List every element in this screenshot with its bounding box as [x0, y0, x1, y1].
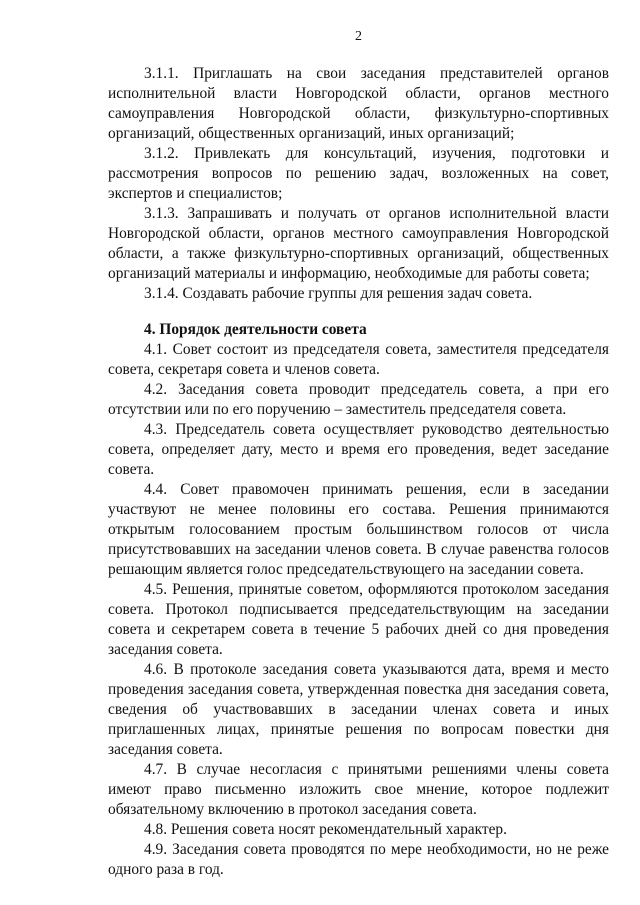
clause-4-8: 4.8. Решения совета носят рекомендательный характер. [144, 821, 507, 838]
section-4-heading: 4. Порядок деятельности совета [144, 321, 367, 338]
clause-4-6: 4.6. В протоколе заседания совета указываются дата, время и место проведения заседания совета, утвержденная повестка дня заседания совета, сведения об участвовавших в заседании членах совета и иных приглашенных лицах, принятые решения по вопросам повестки дня заседания совета. [108, 661, 609, 758]
clause-3-1-2: 3.1.2. Привлекать для консультаций, изучения, подготовки и рассмотрения вопросов по решению задач, возложенных на совет, экспертов и специалистов; [108, 145, 609, 202]
section-3-continuation [108, 64, 609, 304]
clause-4-9: 4.9. Заседания совета проводятся по мере необходимости, но не реже одного раза в год. [108, 841, 609, 878]
clause-4-5: 4.5. Решения, принятые советом, оформляются протоколом заседания совета. Протокол подписывается председательствующим на заседании совета и секретарем совета в течение 5 рабочих дней со дня проведения заседания совета. [108, 581, 609, 658]
clause-3-1-4: 3.1.4. Создавать рабочие группы для решения задач совета. [144, 285, 533, 302]
clause-4-7: 4.7. В случае несогласия с принятыми решениями члены совета имеют право письменно изложить свое мнение, которое подлежит обязательному включению в протокол заседания совета. [108, 761, 609, 818]
clause-4-4: 4.4. Совет правомочен принимать решения, если в заседании участвуют не менее половины его состава. Решения принимаются открытым голосованием простым большинством голосов от числа присутствовавших на заседании членов совета. В случае равенства голосов решающим является голос председательствующего на заседании совета. [108, 481, 609, 578]
clause-3-1-1: 3.1.1. Приглашать на свои заседания представителей органов исполнительной власти Новгородской области, органов местного самоуправления Новгородской области, физкультурно-спортивных организаций, общественных организаций, иных организаций; [108, 65, 609, 142]
clause-3-1-3: 3.1.3. Запрашивать и получать от органов исполнительной власти Новгородской области, органов местного самоуправления Новгородской области, а также физкультурно-спортивных организаций, общественных организаций материалы и информацию, необходимые для работы совета; [108, 205, 609, 282]
clause-4-1: 4.1. Совет состоит из председателя совета, заместителя председателя совета, секретаря совета и членов совета. [108, 341, 609, 378]
page-number: 2 [355, 29, 362, 44]
clause-4-3: 4.3. Председатель совета осуществляет руководство деятельностью совета, определяет дату, место и время его проведения, ведет заседание совета. [108, 421, 609, 478]
section-4 [108, 320, 609, 880]
document-page [108, 28, 609, 880]
clause-4-2: 4.2. Заседания совета проводит председатель совета, а при его отсутствии или по его поручению – заместитель председателя совета. [108, 381, 609, 418]
